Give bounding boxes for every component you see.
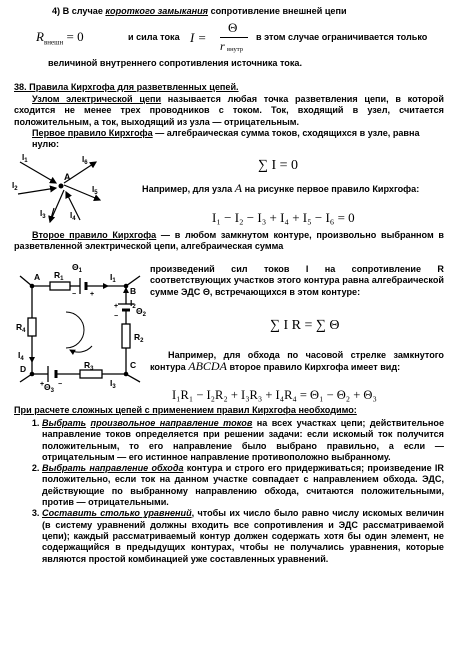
- rule2-example-formula: I₁R₁ − I₂R₂ + I₃R₃ + I₄R₄ = Θ₁ − Θ₂ + Θ₃: [172, 388, 377, 402]
- procedure-item-3: 3. Составить столько уравнений, чтобы их число было равно числу искомых величин (в систему уравнений должны входить все сопротивления и ЭДС рассматриваемой цепи); каждый рассматриваемый контур должен содержать хотя бы один элемент, не содержащийся в предыдущих контурах, чтобы не получались уравнения, которые являются простой комбинацией уже составленных уравнений.: [42, 508, 444, 564]
- node-diagram: [10, 148, 110, 232]
- item-4-last-line: величиной внутреннего сопротивления источника тока.: [48, 58, 303, 68]
- rule1-example: Например, для узла A на рисунке первое правило Кирхгофа:: [142, 181, 420, 195]
- rule1-formula: ∑ I = 0: [258, 158, 299, 173]
- current-i3: $I_3$: [110, 378, 116, 390]
- svg-text:+: +: [114, 303, 119, 310]
- current-i5-label: $I_5$: [92, 185, 98, 196]
- current-i2: $I_2$: [130, 298, 136, 310]
- current-i2-label: $I_2$: [12, 181, 18, 192]
- current-i3-label: $I_3$: [40, 209, 46, 220]
- rule2-formula: ∑ I R = ∑ Θ: [270, 318, 340, 333]
- current-i6-label: $I_6$: [82, 155, 88, 166]
- current-i4-label: $I_4$: [70, 211, 76, 222]
- procedure-list: [24, 418, 444, 565]
- resistor-r1: $R_1$: [54, 270, 64, 282]
- svg-text:−: −: [72, 291, 77, 298]
- resistor-r4: $R_4$: [16, 322, 26, 334]
- node-b: B: [130, 286, 137, 296]
- node-definition: Узлом электрической цепи называется любая точка разветвления цепи, в которой сходится не менее трех проводников с током. Ток, входящий в узел, считается положительным, а ток, выходящий из узла — отрицательным.: [14, 94, 445, 127]
- current-i1-label: $I_1$: [22, 153, 28, 164]
- section-heading: 38. Правила Кирхгофа для разветвленных цепей.: [14, 82, 239, 92]
- term-short-circuit: короткого замыкания: [105, 6, 209, 16]
- resistor-r2: $R_2$: [134, 332, 144, 344]
- procedure-item-2: 2. Выбрать направление обхода контура и строго его придерживаться; произведение IR положительно, если ток на данном участке совпадает с направлением обхода. ЭДС, действующие по выбранному направлению обхода, считаются положительными, против — отрицательными.: [42, 463, 444, 508]
- rule1-first-line: Первое правило Кирхгофа — алгебраическая сумма токов, сходящихся в узле, равна нулю:: [32, 128, 420, 150]
- node-c: C: [130, 360, 137, 370]
- resistor-r3: $R_3$: [84, 360, 94, 372]
- current-i1: $I_1$: [110, 272, 116, 284]
- item-4-line1: 4) В случае короткого замыкания сопротивление внешней цепи: [52, 6, 347, 16]
- node-a-label: A: [64, 172, 71, 182]
- formula-r-external: $R_{внешн} = 0$: [36, 29, 84, 47]
- rule2-title: Второе правило Кирхгофа: [32, 230, 157, 240]
- rule2-text-b: произведений сил токов I на сопротивление R соответствующих участков этого контура равна алгебраической сумме ЭДС Θ, встречающихся в этом контуре:: [150, 264, 444, 297]
- item-4-number: 4): [52, 6, 61, 16]
- procedure-heading: При расчете сложных цепей с применением правил Кирхгофа необходимо:: [14, 405, 357, 415]
- circuit-diagram: [10, 256, 150, 394]
- rule2-intro: Второе правило Кирхгофа — в любом замкнутом контуре, произвольно выбранном в разветвленной электрической цепи, алгебраическая сумма: [14, 230, 444, 252]
- svg-text:−: −: [114, 313, 119, 320]
- rule1-example-formula: I₁ − I₂ − I₃ + I₄ + I₅ − I₆ = 0: [212, 210, 355, 225]
- node-a: A: [34, 272, 41, 282]
- emf-2: $\Theta_2$: [136, 306, 146, 318]
- item-4-and-current: и сила тока: [128, 32, 180, 42]
- svg-text:−: −: [58, 381, 63, 388]
- rule1-title: Первое правило Кирхгофа: [32, 128, 153, 138]
- current-i4: $I_4$: [18, 350, 24, 362]
- node-d: D: [20, 364, 27, 374]
- emf-1: $\Theta_1$: [72, 262, 82, 274]
- emf-3: $\Theta_3$: [44, 382, 54, 394]
- svg-text:+: +: [90, 291, 95, 298]
- svg-text:+: +: [40, 381, 45, 388]
- procedure-item-1: 1. Выбрать произвольное направление токов на всех участках цепи; действительное направление токов определяется при решении задачи: если искомый ток получится положительным, то его направление было выбрано правильно, а если — отрицательным — его истинное направление противоположно выбранному.: [42, 418, 444, 463]
- item-4-limited-text: в этом случае ограничивается только: [256, 32, 428, 42]
- rule2-example: Например, для обхода по часовой стрелке замкнутого контура ABCDA второе правило Кирхгофа имеет вид:: [150, 350, 444, 374]
